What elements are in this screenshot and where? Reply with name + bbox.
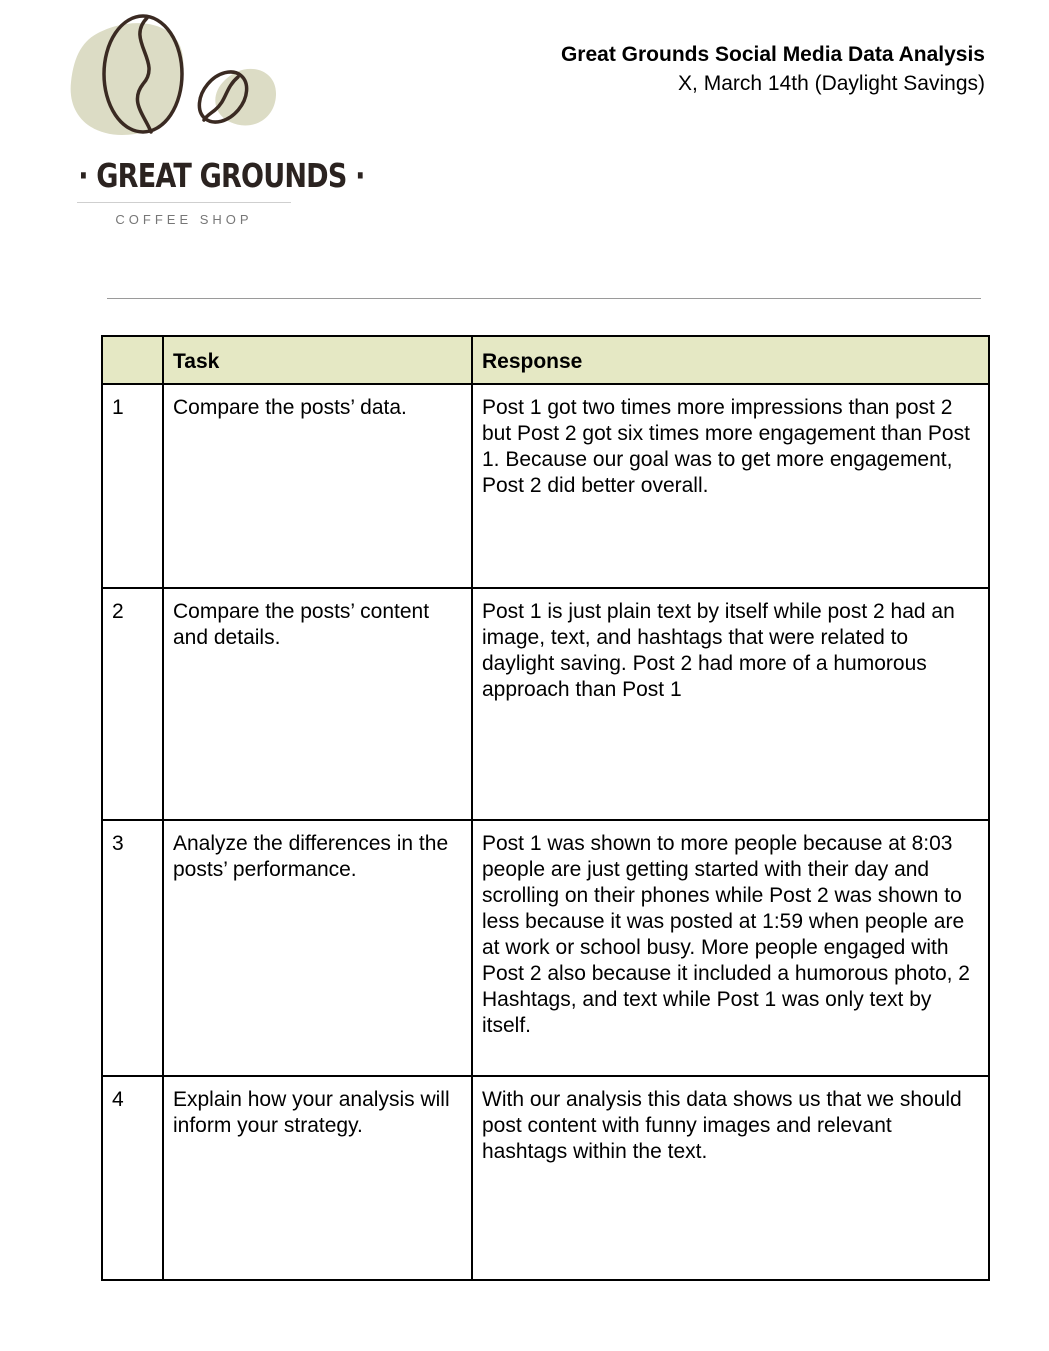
horizontal-rule bbox=[107, 298, 981, 299]
row-number: 1 bbox=[102, 384, 163, 588]
response-cell: Post 1 got two times more impressions than post 2 but Post 2 got six times more engagement than Post 1. Because our goal was to get more engagement, Post 2 did better overall. bbox=[472, 384, 989, 588]
logo-divider bbox=[77, 202, 291, 203]
logo-subtitle: COFFEE SHOP bbox=[115, 212, 253, 227]
header-task: Task bbox=[163, 336, 472, 384]
analysis-table bbox=[101, 335, 990, 1281]
response-cell: With our analysis this data shows us that we should post content with funny images and relevant hashtags within the text. bbox=[472, 1076, 989, 1280]
table-row bbox=[102, 1076, 989, 1280]
row-number: 2 bbox=[102, 588, 163, 820]
response-cell: Post 1 is just plain text by itself while post 2 had an image, text, and hashtags that were related to daylight saving. Post 2 had more of a humorous approach than Post 1 bbox=[472, 588, 989, 820]
task-cell: Analyze the differences in the posts’ performance. bbox=[163, 820, 472, 1076]
table-row bbox=[102, 588, 989, 820]
task-cell: Compare the posts’ content and details. bbox=[163, 588, 472, 820]
document-subtitle: X, March 14th (Daylight Savings) bbox=[678, 72, 985, 95]
coffee-beans-icon bbox=[55, 10, 315, 160]
header-number bbox=[102, 336, 163, 384]
table-row bbox=[102, 384, 989, 588]
document-title: Great Grounds Social Media Data Analysis bbox=[560, 43, 985, 66]
task-cell: Compare the posts’ data. bbox=[163, 384, 472, 588]
row-number: 4 bbox=[102, 1076, 163, 1280]
response-cell: Post 1 was shown to more people because at 8:03 people are just getting started with their day and scrolling on their phones while Post 2 was shown to less because it was posted at 1:59 when people are at work or school busy. More people engaged with Post 2 also because it included a humorous photo, 2 Hashtags, and text while Post 1 was only text by itself. bbox=[472, 820, 989, 1076]
task-cell: Explain how your analysis will inform your strategy. bbox=[163, 1076, 472, 1280]
great-grounds-logo bbox=[55, 10, 365, 235]
table-row bbox=[102, 820, 989, 1076]
header-response: Response bbox=[472, 336, 989, 384]
table-header-row bbox=[102, 336, 989, 384]
row-number: 3 bbox=[102, 820, 163, 1076]
logo-brand-name: · GREAT GROUNDS · bbox=[78, 156, 365, 195]
